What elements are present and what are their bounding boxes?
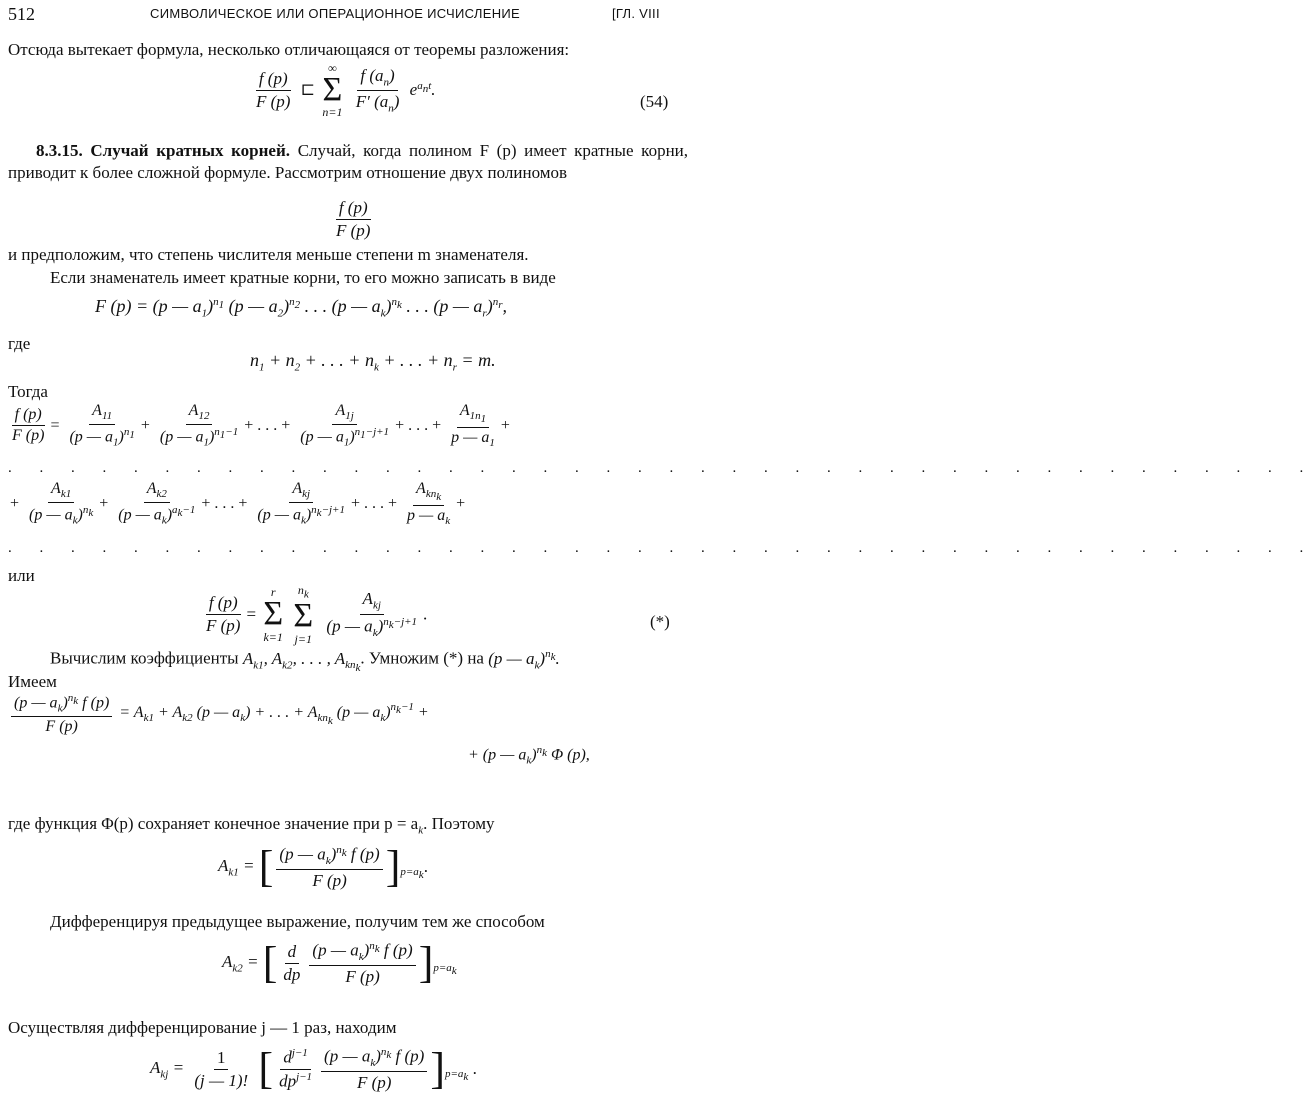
multiplier: (p — $a_k)^{n_k}$. (488, 648, 560, 672)
section-paragraph (8, 140, 688, 184)
paragraph-differentiating: Дифференцируя предыдущее выражение, получим тем же способом (50, 912, 545, 931)
page-number: 512 (8, 4, 35, 24)
multiply-text: . Умножим (*) на (360, 648, 484, 668)
section-heading: 8.3.15. Случай кратных корней. (36, 141, 291, 160)
dotted-separator-1: . . . . . . . . . . . . . . . . . . . . . . . . . . . . . . . . . . . . . . . . . . (8, 460, 1315, 476)
chapter-label: [ГЛ. VIII (612, 6, 660, 21)
coefficients-text: Вычислим коэффициенты (50, 648, 239, 668)
coefficients-list: $A_{k1}$, $A_{k2}$, . . . , $A_{kn_k}$ (242, 648, 361, 675)
equation-number-star: (*) (650, 612, 670, 631)
ratio-fraction: $\frac{f (p)}{F (p)}$ (336, 198, 371, 240)
paragraph-intro: Отсюда вытекает формула, несколько отличающаяся от теоремы разложения: (8, 40, 570, 59)
label-have: Имеем (8, 672, 57, 691)
equation-sum-of-multiplicities: $n_1 + n_2$ + . . . + $n_k$ + . . . + $n_r = m$. (250, 350, 496, 374)
equation-partial-fractions-row1: $\frac{f (p)}{F (p)}$ = $\frac{A_{11}}{(p — a_1)^{n_1}}$ + $\frac{A_{12}}{(p — a_1)^{n_1-1}}$ + . . . + $\frac{A_{1j}}{(p — a_1)^{n_1-j+1}}$ + . . . + $\frac{A_{1n_1}}{p — a_1}$ + (12, 402, 510, 450)
equation-Ak1: $A_{k1}$ = [ $\frac{(p — a_k)^{n_k} f (p)}{F (p)}$ ]$_{p=a_k}$. (218, 842, 428, 892)
phi-text: где функция Φ(p) сохраняет конечное значение при p = a (8, 814, 419, 833)
label-then: Тогда (8, 382, 48, 401)
equation-Ak2: $A_{k2}$ = [ $\frac{d}{dp}$ $\frac{(p — a_k)^{n_k} f (p)}{F (p)}$ ]$_{p=a_k}$ (222, 938, 457, 988)
paragraph-degree: и предположим, что степень числителя меньше степени m знаменателя. (8, 245, 529, 264)
paragraph-coefficients (50, 648, 560, 674)
section-text: Случай, когда полином F (p) имеет кратные корни, приводит к более сложной формуле. Рассмотрим отношение двух полиномов (8, 141, 689, 182)
dotted-separator-2: . . . . . . . . . . . . . . . . . . . . . . . . . . . . . . . . . . . . . . . . . . (8, 540, 1315, 556)
label-or: или (8, 566, 35, 585)
equation-partial-fractions-row2: + $\frac{A_{k1}}{(p — a_k)^{n_k}}$ + $\frac{A_{k2}}{(p — a_k)^{a_k-1}}$ + . . . + $A_{kj}$ (p — $a_k)^{n_k-j+1}$ + . . . + $A_{kn_k}$ p — $a_k$ + (10, 480, 466, 528)
paragraph-phi: где функция Φ(p) сохраняет конечное значение при $p = a_k$. Поэтому (8, 814, 495, 837)
paragraph-j-times: Осуществляя дифференцирование j — 1 раз, находим (8, 1018, 397, 1037)
running-title: СИМВОЛИЧЕСКОЕ ИЛИ ОПЕРАЦИОННОЕ ИСЧИСЛЕНИЕ (150, 6, 521, 21)
equation-multiplied: $\frac{(p — a_k)^{n_k} f (p)}{F (p)}$ = $A_{k1} + A_{k2}$ (p — $a_k$) + . . . + $A_{kn_k}$ (p — $a_k)^{n_k-1}$ + (8, 692, 429, 737)
paragraph-multiple-roots: Если знаменатель имеет кратные корни, то его можно записать в виде (50, 268, 556, 287)
equation-Akj: $A_{kj}$ = $\frac{1}{(j — 1)!}$ [ $d^{j-1}$ $dp^{j-1}$ $\frac{(p — a_k)^{n_k} f (p)}{F (p)}$ ]$_{p=a_k}$ . (150, 1044, 477, 1094)
equation-double-sum: $\frac{f (p)}{F (p)}$ = r Σ k=1 $n_k$ Σ j=1 $A_{kj}$ (p — $a_k)^{n_k-j+1}$ . (206, 583, 428, 646)
equation-multiplied-cont: + (p — $a_k)^{n_k}$ Φ (p), (468, 744, 590, 767)
equation-factorization: F (p) = (p — $a_1)^{n_1}$ (p — $a_2)^{n_2}$ . . . (p — $a_k)^{n_k}$ . . . (p — $a_r)^{n_r}$, (95, 296, 507, 320)
equation-54: $\frac{f (p)}{F (p)}$ ⊏ ∞ Σ n=1 $\frac{f (a_n)}{F' (a_n)}$ $e^{a_nt}$. (256, 61, 436, 120)
label-where: где (8, 334, 31, 353)
phi-text-b: . Поэтому (423, 814, 495, 833)
equation-number-54: (54) (640, 92, 669, 111)
